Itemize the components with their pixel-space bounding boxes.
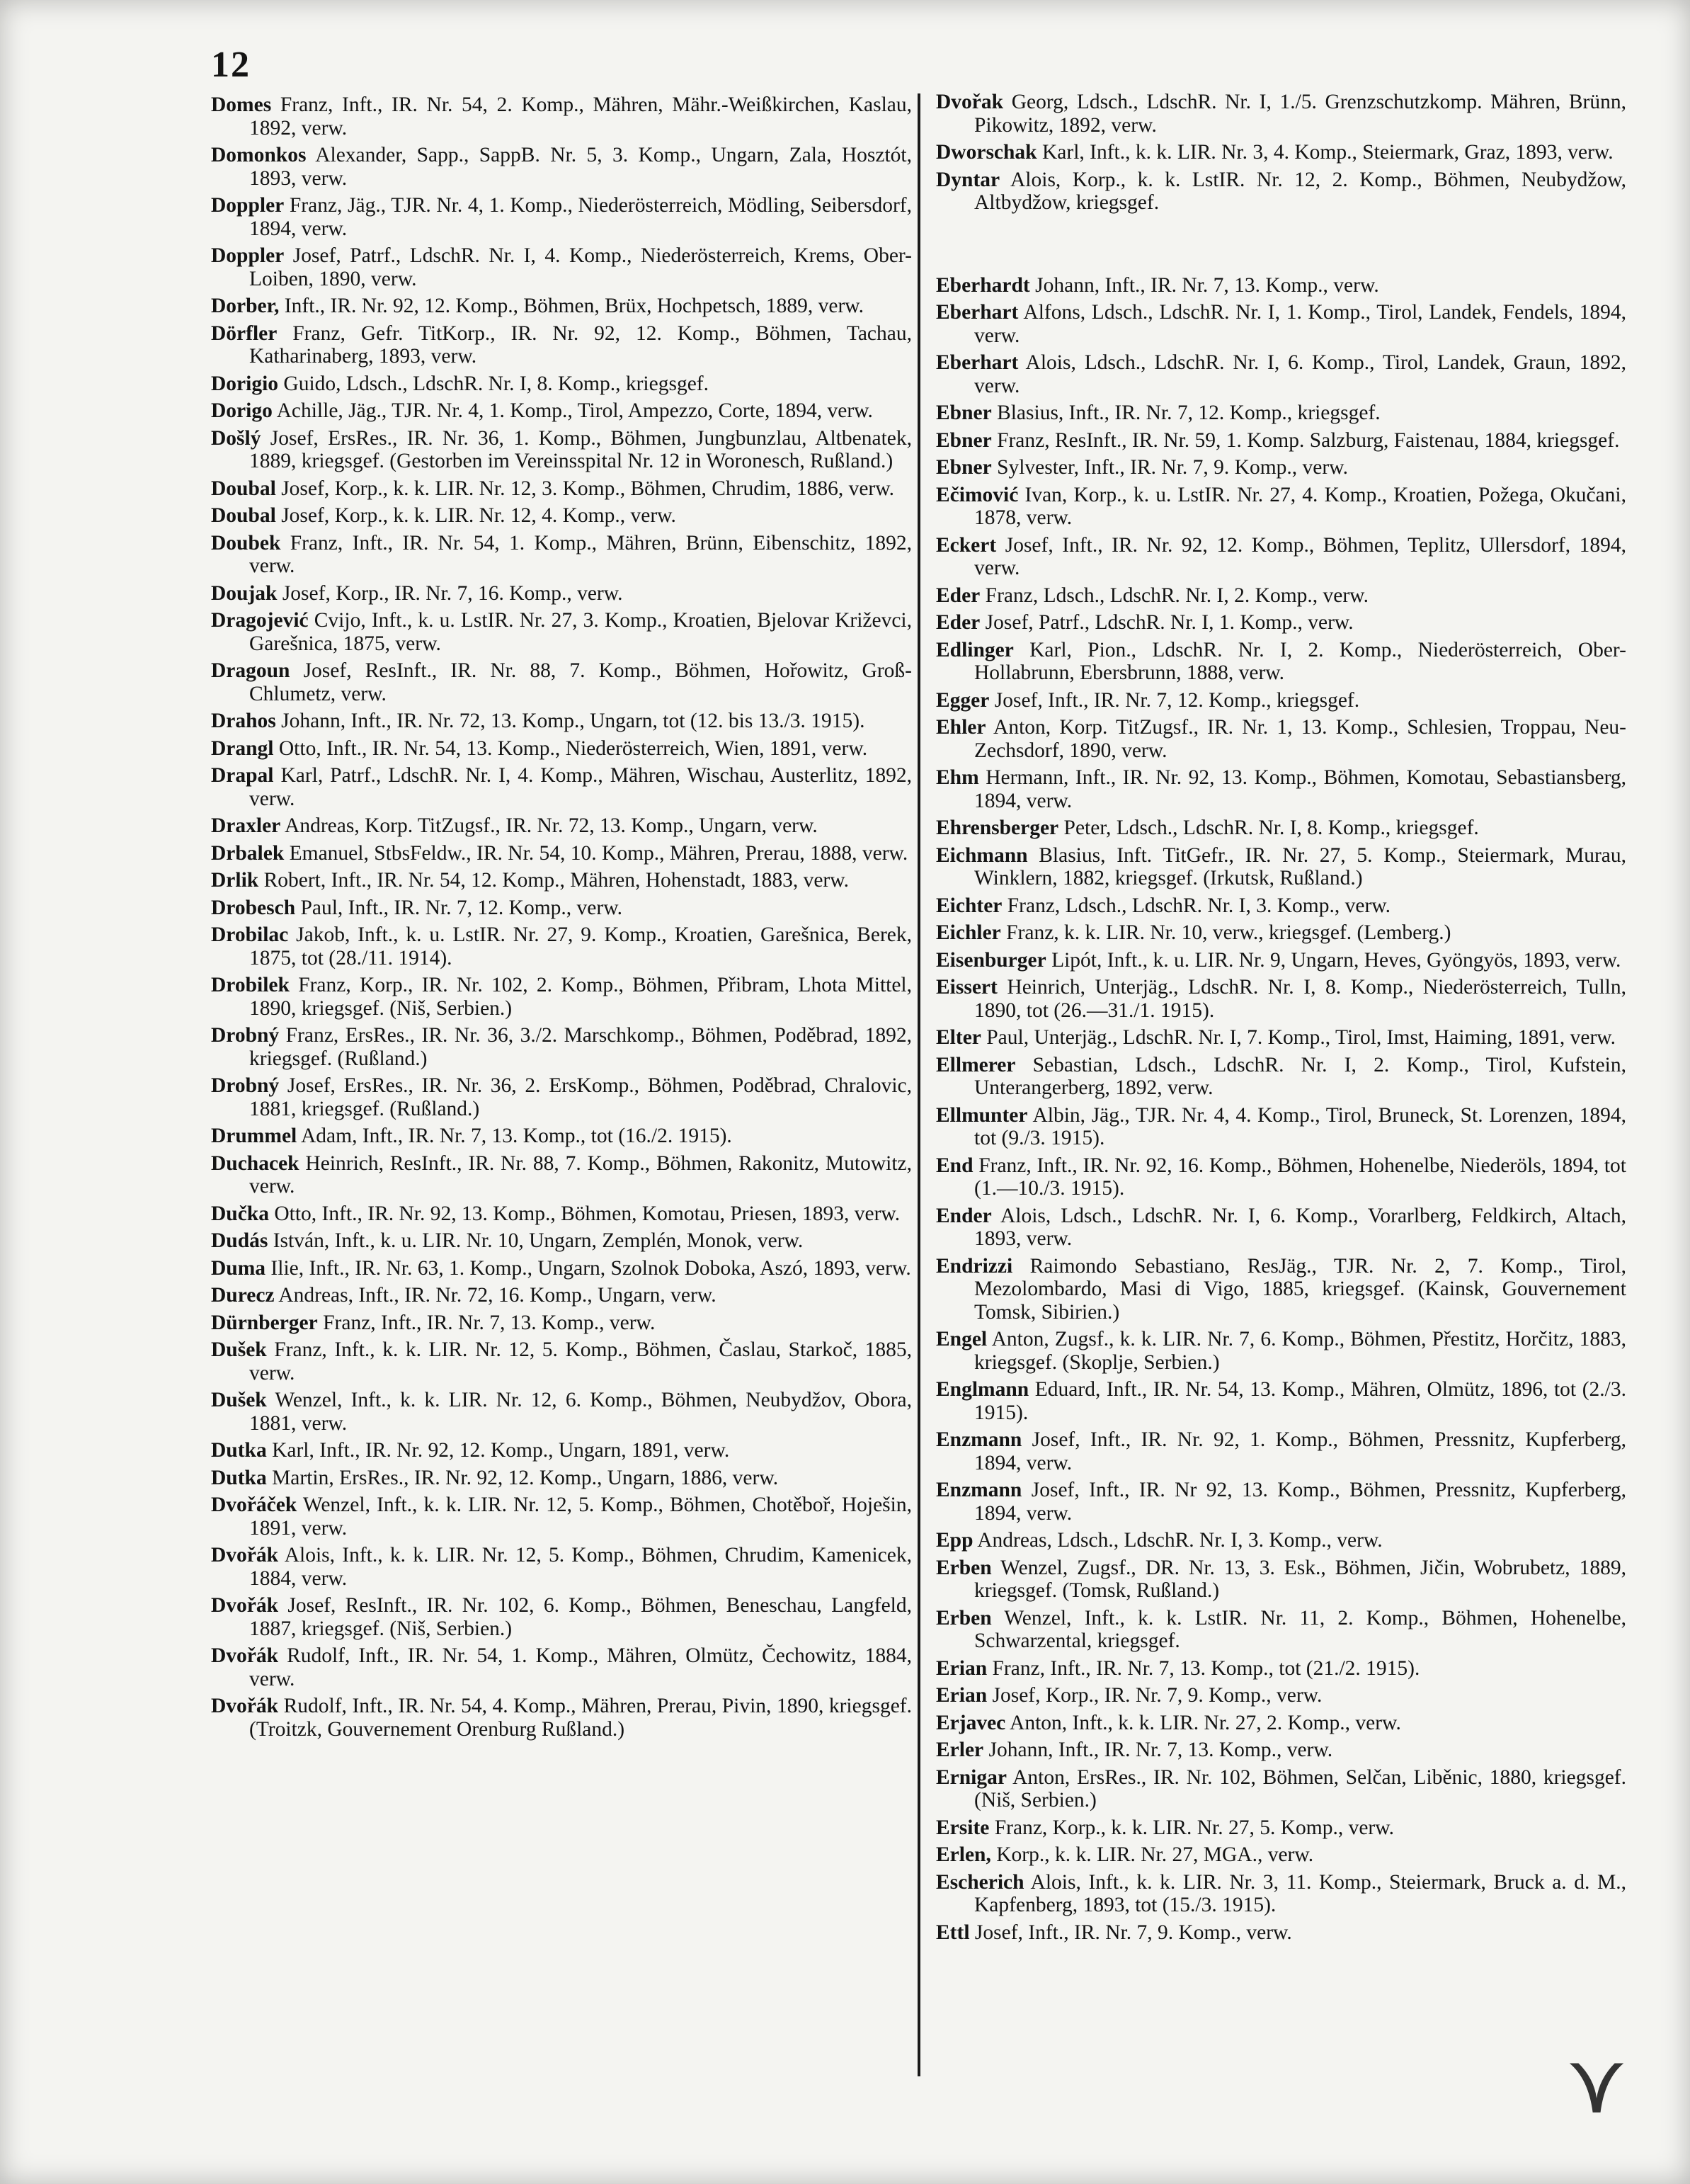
entry-surname: Dutka: [211, 1466, 267, 1489]
entry-details: Johann, Inft., IR. Nr. 7, 13. Komp., verw.: [1029, 273, 1379, 297]
entry-details: Franz, Inft., IR. Nr. 92, 16. Komp., Böhmen, Hohenelbe, Niederöls, 1894, tot (1.—10./3. 1915).: [973, 1154, 1626, 1200]
entry-surname: Dvořak: [936, 91, 1004, 113]
entry-details: Johann, Inft., IR. Nr. 7, 13. Komp., verw.: [983, 1739, 1333, 1761]
entry-surname: Eberhardt: [936, 273, 1030, 297]
roster-entry: [936, 639, 1626, 685]
entry-details: Guido, Ldsch., LdschR. Nr. I, 8. Komp., kriegsgef.: [278, 372, 709, 395]
entry-details: Heinrich, ResInft., IR. Nr. 88, 7. Komp., Böhmen, Rakonitz, Mutowitz, verw.: [249, 1151, 912, 1198]
entry-details: Rudolf, Inft., IR. Nr. 54, 4. Komp., Mähren, Prerau, Pivin, 1890, kriegsgef. (Troitzk, Gouvernement Orenburg Rußland.): [249, 1695, 912, 1741]
entry-surname: Drapal: [211, 764, 274, 787]
entry-surname: Dvořák: [211, 1544, 279, 1566]
entry-details: Alexander, Sapp., SappB. Nr. 5, 3. Komp., Ungarn, Zala, Hosztót, 1893, verw.: [249, 144, 912, 190]
entry-details: Karl, Pion., LdschR. Nr. I, 2. Komp., Niederösterreich, Ober-Hollabrunn, Ebersbrunn, 1888, verw.: [974, 638, 1626, 684]
entry-details: Korp., k. k. LIR. Nr. 27, MGA., verw.: [990, 1843, 1314, 1866]
entry-details: Franz, Korp., IR. Nr. 102, 2. Komp., Böhmen, Přibram, Lhota Mittel, 1890, kriegsgef. (Niš, Serbien.): [249, 974, 912, 1020]
entry-details: István, Inft., k. u. LIR. Nr. 10, Ungarn, Zemplén, Monok, verw.: [268, 1229, 804, 1252]
roster-entry: [936, 1657, 1626, 1680]
entry-details: Franz, Ldsch., LdschR. Nr. I, 2. Komp., verw.: [980, 584, 1369, 607]
roster-entry: [936, 1255, 1626, 1324]
entry-surname: Eissert: [936, 976, 998, 999]
entry-details: Karl, Inft., IR. Nr. 92, 12. Komp., Ungarn, 1891, verw.: [266, 1439, 730, 1462]
entry-details: Andreas, Ldsch., LdschR. Nr. I, 3. Komp., verw.: [973, 1529, 1383, 1552]
roster-entry: [936, 91, 1626, 137]
entry-details: Alois, Korp., k. k. LstIR. Nr. 12, 2. Komp., Böhmen, Neubydžow, Altbydžow, kriegsgef.: [974, 168, 1626, 214]
roster-entry: [211, 477, 912, 501]
entry-surname: Domonkos: [211, 144, 307, 166]
entry-details: Eduard, Inft., IR. Nr. 54, 13. Komp., Mähren, Olmütz, 1896, tot (2./3. 1915).: [974, 1378, 1626, 1424]
roster-entry: [936, 689, 1626, 712]
roster-entry: [211, 1074, 912, 1120]
entry-surname: Edlinger: [936, 638, 1014, 661]
column-divider: [918, 93, 920, 2076]
entry-surname: Drahos: [211, 710, 276, 732]
roster-entry: [936, 611, 1626, 635]
entry-surname: Erlen,: [936, 1843, 991, 1866]
roster-entry: [211, 244, 912, 290]
entry-details: Sylvester, Inft., IR. Nr. 7, 9. Komp., verw.: [991, 456, 1348, 479]
entry-details: Josef, Inft., IR. Nr 92, 13. Komp., Böhmen, Pressnitz, Kupferberg, 1894, verw.: [974, 1479, 1626, 1525]
entry-details: Anton, Zugsf., k. k. LIR. Nr. 7, 6. Komp., Böhmen, Přestitz, Horčitz, 1883, kriegsgef. (Skoplje, Serbien.): [974, 1328, 1626, 1374]
entry-surname: Dvořák: [211, 1695, 279, 1717]
entry-surname: Ebner: [936, 456, 992, 479]
entry-surname: Eckert: [936, 533, 997, 557]
entry-details: Paul, Unterjäg., LdschR. Nr. I, 7. Komp., Tirol, Imst, Haiming, 1891, verw.: [981, 1026, 1616, 1049]
entry-surname: Dudás: [211, 1229, 268, 1252]
roster-entry: [211, 93, 912, 140]
entry-surname: Erler: [936, 1739, 984, 1761]
entry-surname: Doubal: [211, 504, 276, 527]
roster-entry: [936, 1205, 1626, 1251]
entry-surname: Dušek: [211, 1389, 267, 1411]
roster-entry: [211, 1544, 912, 1590]
entry-details: Franz, Inft., IR. Nr. 54, 1. Komp., Mähren, Brünn, Eibenschitz, 1892, verw.: [249, 531, 912, 577]
roster-entry: [211, 842, 912, 865]
entry-surname: Eder: [936, 584, 981, 607]
roster-entry: [936, 1054, 1626, 1100]
entry-details: Franz, Jäg., TJR. Nr. 4, 1. Komp., Niederösterreich, Mödling, Seibersdorf, 1894, verw.: [249, 194, 912, 240]
entry-surname: Dučka: [211, 1202, 269, 1225]
entry-details: Josef, ErsRes., IR. Nr. 36, 2. ErsKomp., Böhmen, Poděbrad, Chralovic, 1881, kriegsgef. (Rußland.): [249, 1074, 912, 1120]
entry-surname: Ersite: [936, 1816, 990, 1839]
entry-surname: Drangl: [211, 736, 274, 760]
entry-surname: Dworschak: [936, 141, 1037, 164]
roster-entry: [211, 194, 912, 240]
entry-surname: Ebner: [936, 428, 992, 452]
entry-surname: Drobilac: [211, 923, 289, 946]
entry-surname: Eder: [936, 611, 981, 634]
entry-details: Josef, Inft., IR. Nr. 7, 12. Komp., kriegsgef.: [989, 688, 1360, 712]
roster-entry: [211, 582, 912, 605]
entry-details: Achille, Jäg., TJR. Nr. 4, 1. Komp., Tirol, Ampezzo, Corte, 1894, verw.: [272, 399, 873, 422]
entry-details: Lipót, Inft., k. u. LIR. Nr. 9, Ungarn, Heves, Gyöngyös, 1893, verw.: [1046, 948, 1621, 972]
roster-entry: [211, 427, 912, 473]
roster-entry: [211, 814, 912, 838]
entry-surname: Endrizzi: [936, 1254, 1013, 1278]
entry-surname: Ehm: [936, 766, 979, 789]
entry-surname: Ečimović: [936, 483, 1019, 506]
entry-details: Ivan, Korp., k. u. LstIR. Nr. 27, 4. Komp., Kroatien, Požega, Okučani, 1878, verw.: [974, 483, 1626, 529]
roster-entry: [936, 1712, 1626, 1735]
entry-details: Josef, ErsRes., IR. Nr. 36, 1. Komp., Böhmen, Jungbunzlau, Altbenatek, 1889, kriegsgef. (Gestorben im Vereinsspital Nr. 12 in Woronesch, Rußland.): [249, 426, 912, 472]
roster-entry: [936, 1557, 1626, 1603]
entry-details: Franz, Gefr. TitKorp., IR. Nr. 92, 12. Komp., Böhmen, Tachau, Katharinaberg, 1893, verw.: [249, 322, 912, 368]
entry-surname: Eichmann: [936, 843, 1028, 867]
roster-entry: [211, 1338, 912, 1384]
roster-entry: [936, 817, 1626, 840]
entry-details: Franz, Inft., IR. Nr. 7, 13. Komp., tot (21./2. 1915).: [987, 1656, 1420, 1680]
entry-surname: Dvořáček: [211, 1494, 297, 1516]
entry-details: Wenzel, Inft., k. k. LIR. Nr. 12, 5. Komp., Böhmen, Chotěboř, Hoješin, 1891, verw.: [249, 1494, 912, 1540]
entry-details: Martin, ErsRes., IR. Nr. 92, 12. Komp., Ungarn, 1886, verw.: [266, 1466, 779, 1489]
entry-details: Josef, Korp., IR. Nr. 7, 9. Komp., verw.: [987, 1684, 1323, 1707]
entry-details: Hermann, Inft., IR. Nr. 92, 13. Komp., Böhmen, Komotau, Sebastiansberg, 1894, verw.: [974, 766, 1626, 812]
roster-entry: [936, 141, 1626, 164]
entry-surname: Dvořák: [211, 1644, 279, 1667]
roster-entry: [936, 976, 1626, 1022]
roster-entry: [211, 1125, 912, 1148]
entry-details: Anton, Korp. TitZugsf., IR. Nr. 1, 13. Komp., Schlesien, Troppau, Neu-Zechsdorf, 1890, verw.: [974, 716, 1626, 762]
entry-surname: Ettl: [936, 1921, 970, 1944]
entry-details: Johann, Inft., IR. Nr. 72, 13. Komp., Ungarn, tot (12. bis 13./3. 1915).: [275, 710, 865, 732]
entry-details: Blasius, Inft. TitGefr., IR. Nr. 27, 5. Komp., Steiermark, Murau, Winklern, 1882, kriegsgef. (Irkutsk, Rußland.): [974, 843, 1626, 889]
entry-details: Andreas, Korp. TitZugsf., IR. Nr. 72, 13. Komp., Ungarn, verw.: [280, 814, 818, 837]
roster-entry: [211, 1152, 912, 1198]
entry-surname: Eichler: [936, 921, 1001, 944]
entry-surname: Dorigo: [211, 399, 273, 422]
roster-entry: [211, 1257, 912, 1280]
entry-surname: Dürnberger: [211, 1311, 318, 1334]
entry-details: Franz, Inft., IR. Nr. 7, 13. Komp., verw.: [317, 1311, 656, 1334]
entry-details: Alois, Ldsch., LdschR. Nr. I, 6. Komp., Vorarlberg, Feldkirch, Altach, 1893, verw.: [974, 1204, 1626, 1250]
entry-surname: Došlý: [211, 426, 261, 450]
entry-details: Blasius, Inft., IR. Nr. 7, 12. Komp., kriegsgef.: [991, 402, 1381, 424]
roster-entry: [211, 710, 912, 733]
entry-surname: Dyntar: [936, 168, 1000, 191]
entry-details: Josef, Inft., IR. Nr. 92, 12. Komp., Böhmen, Teplitz, Ullersdorf, 1894, verw.: [974, 533, 1626, 579]
roster-entry: [211, 974, 912, 1020]
entry-surname: Enzmann: [936, 1479, 1022, 1501]
entry-surname: Durecz: [211, 1284, 275, 1307]
roster-entry: [211, 1494, 912, 1540]
entry-surname: Ellmerer: [936, 1053, 1016, 1076]
entry-details: Alois, Inft., k. k. LIR. Nr. 12, 5. Komp., Böhmen, Chrudim, Kamenicek, 1884, verw.: [249, 1544, 912, 1590]
entry-surname: Erjavec: [936, 1711, 1006, 1734]
entry-surname: Duchacek: [211, 1151, 299, 1175]
entry-surname: Dorber,: [211, 295, 280, 317]
entry-surname: Engel: [936, 1328, 988, 1350]
roster-entry: [211, 372, 912, 396]
entry-details: Franz, Korp., k. k. LIR. Nr. 27, 5. Komp., verw.: [989, 1816, 1394, 1839]
roster-entry: [211, 609, 912, 655]
entry-details: Wenzel, Zugsf., DR. Nr. 13, 3. Esk., Böhmen, Jičin, Wobrubetz, 1889, kriegsgef. (Tomsk, Rußland.): [974, 1556, 1626, 1602]
roster-entry: [211, 144, 912, 190]
entry-details: Emanuel, StbsFeldw., IR. Nr. 54, 10. Komp., Mähren, Prerau, 1888, verw.: [284, 841, 908, 865]
roster-entry: [936, 534, 1626, 580]
entry-surname: Erben: [936, 1556, 992, 1579]
entry-details: Josef, Korp., k. k. LIR. Nr. 12, 4. Komp., verw.: [275, 504, 676, 527]
roster-entry: [211, 897, 912, 920]
entry-details: Alois, Ldsch., LdschR. Nr. I, 6. Komp., Tirol, Landek, Graun, 1892, verw.: [974, 351, 1626, 397]
entry-details: Otto, Inft., IR. Nr. 54, 13. Komp., Niederösterreich, Wien, 1891, verw.: [273, 736, 868, 760]
entry-details: Andreas, Inft., IR. Nr. 72, 16. Komp., Ungarn, verw.: [274, 1284, 716, 1307]
entry-details: Anton, ErsRes., IR. Nr. 102, Böhmen, Selčan, Liběnic, 1880, kriegsgef. (Niš, Serbien.): [974, 1765, 1626, 1812]
entry-details: Josef, Korp., k. k. LIR. Nr. 12, 3. Komp., Böhmen, Chrudim, 1886, verw.: [275, 477, 895, 500]
entry-surname: Ender: [936, 1204, 992, 1227]
entry-surname: Egger: [936, 688, 990, 712]
roster-entry: [936, 1871, 1626, 1917]
roster-entry: [211, 1389, 912, 1435]
entry-details: Josef, Inft., IR. Nr. 7, 9. Komp., verw.: [969, 1921, 1292, 1944]
roster-entry: [936, 1428, 1626, 1474]
entry-details: Georg, Ldsch., LdschR. Nr. I, 1./5. Grenzschutzkomp. Mähren, Brünn, Pikowitz, 1892, verw.: [974, 91, 1626, 137]
roster-entry: [936, 844, 1626, 890]
roster-entry: [211, 1284, 912, 1307]
entry-details: Ilie, Inft., IR. Nr. 63, 1. Komp., Ungarn, Szolnok Doboka, Aszó, 1893, verw.: [266, 1256, 911, 1280]
roster-entry: [211, 1467, 912, 1490]
roster-entry: [936, 1378, 1626, 1424]
roster-entry: [211, 764, 912, 810]
entry-details: Josef, Korp., IR. Nr. 7, 16. Komp., verw.: [277, 581, 623, 605]
roster-entry: [211, 322, 912, 368]
entry-details: Josef, ResInft., IR. Nr. 102, 6. Komp., Böhmen, Beneschau, Langfeld, 1887, kriegsgef. (Niš, Serbien.): [249, 1594, 912, 1640]
entry-details: Josef, Inft., IR. Nr. 92, 1. Komp., Böhmen, Pressnitz, Kupferberg, 1894, verw.: [974, 1428, 1626, 1474]
entry-surname: End: [936, 1154, 974, 1177]
roster-entry: [211, 295, 912, 318]
roster-entry: [936, 351, 1626, 397]
entry-details: Josef, Patrf., LdschR. Nr. I, 4. Komp., Niederösterreich, Krems, Ober-Loiben, 1890, verw.: [249, 244, 912, 290]
entry-surname: Drobesch: [211, 896, 296, 919]
entry-surname: Dörfler: [211, 322, 278, 345]
entry-surname: Erben: [936, 1606, 992, 1630]
roster-entry: [936, 894, 1626, 918]
entry-details: Heinrich, Unterjäg., LdschR. Nr. I, 8. Komp., Niederösterreich, Tulln, 1890, tot (26.—31./1. 1915).: [974, 976, 1626, 1022]
entry-details: Jakob, Inft., k. u. LstIR. Nr. 27, 9. Komp., Kroatien, Garešnica, Berek, 1875, tot (28./11. 1914).: [249, 923, 912, 969]
roster-entry: [211, 1202, 912, 1226]
roster-entry: [936, 1154, 1626, 1200]
entry-surname: Dvořák: [211, 1594, 279, 1617]
roster-entry: [211, 1695, 912, 1741]
entry-details: Anton, Inft., k. k. LIR. Nr. 27, 2. Komp., verw.: [1005, 1711, 1401, 1734]
entry-surname: Doujak: [211, 581, 278, 605]
roster-entry: [936, 949, 1626, 972]
entry-details: Sebastian, Ldsch., LdschR. Nr. I, 2. Komp., Tirol, Kufstein, Unterangerberg, 1892, verw.: [974, 1053, 1626, 1099]
roster-entry: [936, 716, 1626, 762]
roster-entry: [936, 1816, 1626, 1840]
entry-details: Rudolf, Inft., IR. Nr. 54, 1. Komp., Mähren, Olmütz, Čechowitz, 1884, verw.: [249, 1644, 912, 1690]
roster-entry: [936, 402, 1626, 425]
page-number: 12: [211, 45, 251, 85]
roster-entry: [211, 504, 912, 528]
left-column: [211, 93, 912, 1745]
roster-entry: [936, 1026, 1626, 1050]
entry-surname: Drlik: [211, 869, 259, 892]
entry-surname: Eichter: [936, 894, 1003, 917]
roster-entry: [936, 1739, 1626, 1762]
roster-entry: [211, 1439, 912, 1462]
roster-entry: [211, 1644, 912, 1690]
roster-entry: [936, 766, 1626, 812]
entry-surname: Draxler: [211, 814, 281, 837]
roster-entry: [211, 1594, 912, 1640]
entry-surname: Dušek: [211, 1338, 267, 1361]
right-column: [936, 91, 1626, 1948]
roster-entry: [936, 1684, 1626, 1707]
entry-surname: Ehler: [936, 716, 986, 739]
entry-surname: Doubek: [211, 531, 281, 554]
entry-surname: Drbalek: [211, 841, 285, 865]
entry-details: Inft., IR. Nr. 92, 12. Komp., Böhmen, Brüx, Hochpetsch, 1889, verw.: [279, 295, 864, 317]
entry-details: Franz, ErsRes., IR. Nr. 36, 3./2. Marschkomp., Böhmen, Poděbrad, 1892, kriegsgef. (Rußland.): [249, 1024, 912, 1070]
roster-entry: [936, 274, 1626, 297]
roster-entry: [936, 921, 1626, 945]
entry-surname: Dragoun: [211, 659, 290, 682]
roster-entry: [211, 399, 912, 423]
entry-surname: Eberhart: [936, 351, 1019, 374]
roster-entry: [936, 429, 1626, 453]
roster-entry: [211, 532, 912, 578]
entry-details: Karl, Inft., k. k. LIR. Nr. 3, 4. Komp., Steiermark, Graz, 1893, verw.: [1037, 141, 1614, 164]
roster-entry: [936, 584, 1626, 608]
entry-surname: Drobilek: [211, 974, 290, 996]
entry-details: Franz, ResInft., IR. Nr. 59, 1. Komp. Salzburg, Faistenau, 1884, kriegsgef.: [991, 428, 1620, 452]
roster-entry: [936, 1607, 1626, 1653]
entry-surname: Dorigio: [211, 372, 279, 395]
entry-surname: Domes: [211, 93, 272, 116]
entry-surname: Dragojević: [211, 609, 309, 632]
roster-entry: [211, 1312, 912, 1335]
roster-entry: [211, 737, 912, 761]
entry-surname: Duma: [211, 1256, 266, 1280]
entry-details: Albin, Jäg., TJR. Nr. 4, 4. Komp., Tirol, Bruneck, St. Lorenzen, 1894, tot (9./3. 1915).: [974, 1103, 1626, 1149]
entry-details: Wenzel, Inft., k. k. LstIR. Nr. 11, 2. Komp., Böhmen, Hohenelbe, Schwarzental, kriegsgef.: [974, 1606, 1626, 1652]
entry-surname: Erian: [936, 1684, 988, 1707]
entry-surname: Eberhart: [936, 301, 1019, 324]
roster-entry: [211, 869, 912, 892]
entry-surname: Ehrensberger: [936, 817, 1059, 839]
entry-details: Alois, Inft., k. k. LIR. Nr. 3, 11. Komp., Steiermark, Bruck a. d. M., Kapfenberg, 1893, tot (15./3. 1915).: [974, 1870, 1626, 1916]
entry-details: Adam, Inft., IR. Nr. 7, 13. Komp., tot (16./2. 1915).: [297, 1125, 732, 1147]
entry-details: Cvijo, Inft., k. u. LstIR. Nr. 27, 3. Komp., Kroatien, Bjelovar Križevci, Garešnica, 1875, verw.: [249, 609, 912, 655]
entry-surname: Doppler: [211, 194, 285, 217]
entry-details: Franz, Inft., k. k. LIR. Nr. 12, 5. Komp., Böhmen, Časlau, Starkoč, 1885, verw.: [249, 1338, 912, 1384]
entry-surname: Drummel: [211, 1125, 297, 1147]
entry-surname: Doppler: [211, 244, 285, 267]
entry-surname: Doubal: [211, 477, 276, 500]
roster-entry: [936, 456, 1626, 479]
entry-surname: Epp: [936, 1529, 974, 1552]
entry-details: Peter, Ldsch., LdschR. Nr. I, 8. Komp., kriegsgef.: [1058, 817, 1479, 839]
roster-entry: [211, 659, 912, 705]
entry-surname: Ebner: [936, 402, 992, 424]
entry-surname: Englmann: [936, 1378, 1029, 1401]
entry-details: Otto, Inft., IR. Nr. 92, 13. Komp., Böhmen, Komotau, Priesen, 1893, verw.: [268, 1202, 901, 1225]
entry-details: Karl, Patrf., LdschR. Nr. I, 4. Komp., Mähren, Wischau, Austerlitz, 1892, verw.: [249, 764, 912, 810]
handwritten-check-mark: ⋎: [1565, 2036, 1628, 2131]
entry-surname: Ellmunter: [936, 1103, 1028, 1127]
entry-surname: Elter: [936, 1026, 981, 1049]
entry-surname: Escherich: [936, 1870, 1024, 1894]
entry-surname: Drobný: [211, 1024, 280, 1047]
entry-surname: Drobný: [211, 1074, 280, 1097]
roster-entry: [936, 1328, 1626, 1374]
entry-details: Paul, Inft., IR. Nr. 7, 12. Komp., verw.: [295, 896, 622, 919]
roster-entry: [936, 1529, 1626, 1552]
roster-entry: [211, 923, 912, 969]
entry-details: Franz, Inft., IR. Nr. 54, 2. Komp., Mähren, Mähr.-Weißkirchen, Kaslau, 1892, verw.: [249, 93, 912, 140]
roster-entry: [211, 1229, 912, 1253]
entry-surname: Enzmann: [936, 1428, 1022, 1451]
entry-details: Raimondo Sebastiano, ResJäg., TJR. Nr. 2, 7. Komp., Tirol, Mezolombardo, Masi di Vigo, 1885, kriegsgef. (Kainsk, Gouvernement Tomsk, Sibirien.): [974, 1254, 1626, 1324]
entry-details: Franz, k. k. LIR. Nr. 10, verw., kriegsgef. (Lemberg.): [1000, 921, 1451, 944]
roster-entry: [936, 1843, 1626, 1867]
entry-details: Robert, Inft., IR. Nr. 54, 12. Komp., Mähren, Hohenstadt, 1883, verw.: [258, 869, 849, 892]
entry-surname: Ernigar: [936, 1765, 1007, 1789]
roster-entry: [936, 1479, 1626, 1525]
entry-details: Alfons, Ldsch., LdschR. Nr. I, 1. Komp., Tirol, Landek, Fendels, 1894, verw.: [974, 301, 1626, 347]
roster-entry: [936, 1104, 1626, 1150]
entry-surname: Erian: [936, 1656, 988, 1680]
roster-entry: [936, 301, 1626, 347]
roster-entry: [211, 1024, 912, 1070]
entry-details: Josef, Patrf., LdschR. Nr. I, 1. Komp., verw.: [980, 611, 1354, 634]
roster-entry: [936, 169, 1626, 215]
entry-surname: Dutka: [211, 1439, 267, 1462]
roster-entry: [936, 1766, 1626, 1812]
entry-details: Wenzel, Inft., k. k. LIR. Nr. 12, 6. Komp., Böhmen, Neubydžov, Obora, 1881, verw.: [249, 1389, 912, 1435]
entry-surname: Eisenburger: [936, 948, 1046, 972]
roster-entry: [936, 1921, 1626, 1945]
entry-details: Josef, ResInft., IR. Nr. 88, 7. Komp., Böhmen, Hořowitz, Groß-Chlumetz, verw.: [249, 659, 912, 705]
roster-entry: [936, 484, 1626, 530]
entry-details: Franz, Ldsch., LdschR. Nr. I, 3. Komp., verw.: [1002, 894, 1391, 917]
